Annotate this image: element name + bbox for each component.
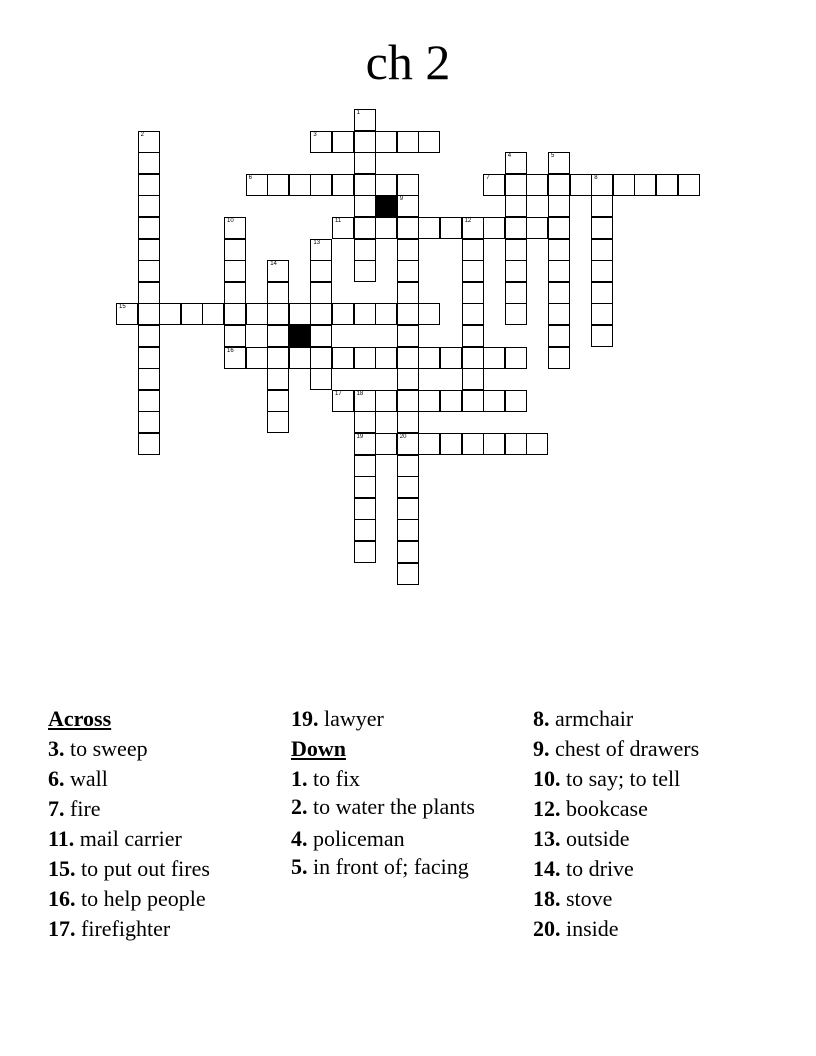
grid-cell[interactable] bbox=[483, 433, 505, 455]
grid-cell[interactable] bbox=[397, 217, 419, 239]
grid-cell[interactable] bbox=[354, 174, 376, 196]
black-square bbox=[289, 325, 311, 347]
grid-cell[interactable] bbox=[418, 433, 440, 455]
grid-cell[interactable] bbox=[526, 174, 548, 196]
grid-cell[interactable] bbox=[591, 174, 613, 196]
grid-cell[interactable] bbox=[440, 433, 462, 455]
clue-number: 8 bbox=[594, 174, 598, 181]
grid-cell[interactable] bbox=[462, 347, 484, 369]
grid-cell[interactable] bbox=[138, 217, 160, 239]
grid-cell[interactable] bbox=[505, 282, 527, 304]
grid-cell[interactable] bbox=[505, 303, 527, 325]
grid-cell[interactable] bbox=[462, 433, 484, 455]
grid-cell[interactable] bbox=[462, 325, 484, 347]
grid-cell[interactable] bbox=[505, 174, 527, 196]
grid-cell[interactable] bbox=[440, 390, 462, 412]
grid-cell[interactable] bbox=[418, 217, 440, 239]
clue-number: 17 bbox=[335, 390, 342, 397]
grid-cell[interactable] bbox=[354, 260, 376, 282]
grid-cell[interactable] bbox=[224, 239, 246, 261]
grid-cell[interactable] bbox=[505, 195, 527, 217]
clue-down-13: 13. outside bbox=[533, 826, 630, 851]
grid-cell[interactable] bbox=[375, 390, 397, 412]
grid-cell[interactable] bbox=[591, 260, 613, 282]
grid-cell[interactable] bbox=[505, 152, 527, 174]
clue-number: 7 bbox=[486, 174, 490, 181]
grid-cell[interactable] bbox=[159, 303, 181, 325]
grid-cell[interactable] bbox=[138, 368, 160, 390]
grid-cell[interactable] bbox=[462, 239, 484, 261]
grid-cell[interactable] bbox=[332, 131, 354, 153]
clue-down-18: 18. stove bbox=[533, 886, 613, 911]
grid-cell[interactable] bbox=[505, 260, 527, 282]
grid-cell[interactable] bbox=[397, 174, 419, 196]
grid-cell[interactable] bbox=[267, 260, 289, 282]
grid-cell[interactable] bbox=[418, 347, 440, 369]
grid-cell[interactable] bbox=[138, 303, 160, 325]
grid-cell[interactable] bbox=[310, 325, 332, 347]
grid-cell[interactable] bbox=[138, 260, 160, 282]
grid-cell[interactable] bbox=[267, 303, 289, 325]
grid-cell[interactable] bbox=[397, 282, 419, 304]
grid-cell[interactable] bbox=[354, 411, 376, 433]
grid-cell[interactable] bbox=[332, 347, 354, 369]
grid-cell[interactable] bbox=[397, 303, 419, 325]
grid-cell[interactable] bbox=[310, 347, 332, 369]
clue-number: 10 bbox=[227, 218, 234, 224]
grid-cell[interactable] bbox=[505, 390, 527, 412]
grid-cell[interactable] bbox=[138, 174, 160, 196]
clue-across-11: 11. mail carrier bbox=[48, 826, 182, 851]
grid-cell[interactable] bbox=[267, 174, 289, 196]
grid-cell[interactable] bbox=[483, 217, 505, 239]
grid-cell[interactable] bbox=[332, 217, 354, 239]
grid-cell[interactable] bbox=[462, 282, 484, 304]
grid-cell[interactable] bbox=[613, 174, 635, 196]
grid-cell[interactable] bbox=[354, 498, 376, 520]
grid-cell[interactable] bbox=[418, 390, 440, 412]
grid-cell[interactable] bbox=[634, 174, 656, 196]
grid-cell[interactable] bbox=[548, 152, 570, 174]
grid-cell[interactable] bbox=[397, 476, 419, 498]
grid-cell[interactable] bbox=[224, 217, 246, 239]
grid-cell[interactable] bbox=[375, 174, 397, 196]
grid-cell[interactable] bbox=[397, 260, 419, 282]
grid-cell[interactable] bbox=[138, 131, 160, 153]
clue-down-14: 14. to drive bbox=[533, 856, 634, 881]
puzzle-title: ch 2 bbox=[365, 34, 451, 90]
clue-number: 15 bbox=[119, 304, 126, 311]
grid-cell[interactable] bbox=[138, 195, 160, 217]
clue-number: 19 bbox=[356, 434, 364, 440]
grid-cell[interactable] bbox=[354, 433, 376, 455]
grid-cell[interactable] bbox=[505, 433, 527, 455]
grid-cell[interactable] bbox=[354, 347, 376, 369]
grid-cell[interactable] bbox=[224, 260, 246, 282]
grid-cell[interactable] bbox=[354, 195, 376, 217]
grid-cell[interactable] bbox=[570, 174, 592, 196]
grid-cell[interactable] bbox=[138, 347, 160, 369]
grid-cell[interactable] bbox=[354, 131, 376, 153]
black-square bbox=[375, 195, 397, 217]
grid-cell[interactable] bbox=[397, 563, 419, 585]
grid-cell[interactable] bbox=[397, 455, 419, 477]
grid-cell[interactable] bbox=[354, 390, 376, 412]
clue-down-2: 2. to water the plants bbox=[291, 794, 475, 819]
grid-cell[interactable] bbox=[354, 239, 376, 261]
clue-number: 2 bbox=[140, 131, 144, 138]
grid-cell[interactable] bbox=[548, 217, 570, 239]
clue-number: 13 bbox=[313, 239, 321, 246]
clue-number: 9 bbox=[399, 196, 404, 203]
clue-number: 1 bbox=[356, 110, 360, 116]
grid-cell[interactable] bbox=[289, 303, 311, 325]
clue-down-1: 1. to fix bbox=[291, 766, 361, 791]
grid-cell[interactable] bbox=[548, 260, 570, 282]
clue-number: 18 bbox=[356, 390, 364, 397]
grid-cell[interactable] bbox=[332, 390, 354, 412]
grid-cell[interactable] bbox=[483, 390, 505, 412]
grid-cell[interactable] bbox=[138, 239, 160, 261]
grid-cell[interactable] bbox=[224, 282, 246, 304]
grid-cell[interactable] bbox=[116, 303, 138, 325]
clue-down-20: 20. inside bbox=[533, 916, 619, 941]
grid-cell[interactable] bbox=[397, 239, 419, 261]
clue-number: 5 bbox=[551, 153, 555, 160]
clue-number: 20 bbox=[399, 434, 407, 440]
clue-down-9: 9. chest of drawers bbox=[533, 736, 700, 761]
grid-cell[interactable] bbox=[310, 131, 332, 153]
clue-across-3: 3. to sweep bbox=[48, 736, 148, 761]
grid-cell[interactable] bbox=[267, 368, 289, 390]
grid-cell[interactable] bbox=[138, 152, 160, 174]
grid-cell[interactable] bbox=[246, 303, 268, 325]
grid-cell[interactable] bbox=[505, 239, 527, 261]
grid-cell[interactable] bbox=[375, 303, 397, 325]
grid-cell[interactable] bbox=[462, 368, 484, 390]
grid-cell[interactable] bbox=[548, 347, 570, 369]
grid-cell[interactable] bbox=[591, 303, 613, 325]
grid-cell[interactable] bbox=[397, 541, 419, 563]
grid-cell[interactable] bbox=[138, 325, 160, 347]
grid-cell[interactable] bbox=[354, 476, 376, 498]
grid-cell[interactable] bbox=[505, 217, 527, 239]
grid-cell[interactable] bbox=[224, 303, 246, 325]
grid-cell[interactable] bbox=[289, 174, 311, 196]
grid-cell[interactable] bbox=[548, 174, 570, 196]
grid-cell[interactable] bbox=[548, 282, 570, 304]
grid-cell[interactable] bbox=[267, 325, 289, 347]
grid-cell[interactable] bbox=[548, 303, 570, 325]
grid-cell[interactable] bbox=[397, 411, 419, 433]
grid-cell[interactable] bbox=[505, 347, 527, 369]
grid-cell[interactable] bbox=[310, 368, 332, 390]
grid-cell[interactable] bbox=[181, 303, 203, 325]
grid-cell[interactable] bbox=[397, 131, 419, 153]
grid-cell[interactable] bbox=[354, 109, 376, 131]
clues-column-2 bbox=[291, 704, 521, 884]
grid-cell[interactable] bbox=[310, 239, 332, 261]
clue-number: 16 bbox=[227, 347, 234, 354]
grid-cell[interactable] bbox=[397, 325, 419, 347]
grid-cell[interactable] bbox=[462, 303, 484, 325]
grid-cell[interactable] bbox=[462, 390, 484, 412]
grid-cell[interactable] bbox=[548, 195, 570, 217]
grid-cell[interactable] bbox=[397, 519, 419, 541]
grid-cell[interactable] bbox=[267, 411, 289, 433]
clue-number: 4 bbox=[507, 153, 512, 160]
grid-cell[interactable] bbox=[354, 217, 376, 239]
grid-cell[interactable] bbox=[354, 519, 376, 541]
grid-cell[interactable] bbox=[483, 347, 505, 369]
grid-cell[interactable] bbox=[267, 347, 289, 369]
grid-cell[interactable] bbox=[591, 195, 613, 217]
grid-cell[interactable] bbox=[138, 390, 160, 412]
grid-cell[interactable] bbox=[591, 239, 613, 261]
grid-cell[interactable] bbox=[375, 433, 397, 455]
clue-number: 6 bbox=[248, 174, 252, 181]
grid-cell[interactable] bbox=[224, 325, 246, 347]
clue-down-10: 10. to say; to tell bbox=[533, 766, 681, 791]
grid-cell[interactable] bbox=[354, 455, 376, 477]
grid-cell[interactable] bbox=[591, 325, 613, 347]
clue-across-7: 7. fire bbox=[48, 796, 101, 821]
grid-cell[interactable] bbox=[138, 411, 160, 433]
grid-cell[interactable] bbox=[418, 131, 440, 153]
grid-cell[interactable] bbox=[310, 282, 332, 304]
grid-cell[interactable] bbox=[310, 260, 332, 282]
grid-cell[interactable] bbox=[267, 282, 289, 304]
grid-cell[interactable] bbox=[462, 217, 484, 239]
down-header: Down bbox=[291, 736, 347, 761]
clue-down-12: 12. bookcase bbox=[533, 796, 648, 821]
grid-cell[interactable] bbox=[418, 303, 440, 325]
grid-cell[interactable] bbox=[375, 217, 397, 239]
grid-cell[interactable] bbox=[267, 390, 289, 412]
grid-cell[interactable] bbox=[354, 303, 376, 325]
grid-cell[interactable] bbox=[526, 433, 548, 455]
clue-number: 3 bbox=[313, 131, 317, 138]
grid-cell[interactable] bbox=[138, 282, 160, 304]
grid-cell[interactable] bbox=[246, 347, 268, 369]
clue-down-5: 5. in front of; facing bbox=[291, 854, 469, 879]
grid-cell[interactable] bbox=[397, 347, 419, 369]
clue-down-8: 8. armchair bbox=[533, 706, 634, 731]
clue-number: 11 bbox=[335, 218, 342, 224]
grid-cell[interactable] bbox=[591, 217, 613, 239]
grid-cell[interactable] bbox=[246, 174, 268, 196]
clue-across-19: 19. lawyer bbox=[291, 706, 384, 731]
grid-cell[interactable] bbox=[138, 433, 160, 455]
clue-across-17: 17. firefighter bbox=[48, 916, 171, 941]
grid-cell[interactable] bbox=[397, 498, 419, 520]
grid-cell[interactable] bbox=[591, 282, 613, 304]
grid-cell[interactable] bbox=[289, 347, 311, 369]
clue-down-4: 4. policeman bbox=[291, 826, 405, 851]
grid-cell[interactable] bbox=[310, 303, 332, 325]
grid-cell[interactable] bbox=[354, 152, 376, 174]
clue-across-16: 16. to help people bbox=[48, 886, 206, 911]
grid-cell[interactable] bbox=[375, 347, 397, 369]
grid-cell[interactable] bbox=[354, 541, 376, 563]
grid-cell[interactable] bbox=[397, 368, 419, 390]
clues-column-1 bbox=[48, 704, 278, 944]
grid-cell[interactable] bbox=[397, 195, 419, 217]
clues-column-3 bbox=[533, 704, 773, 944]
grid-cell[interactable] bbox=[397, 433, 419, 455]
grid-cell[interactable] bbox=[462, 260, 484, 282]
clue-across-6: 6. wall bbox=[48, 766, 108, 791]
grid-cell[interactable] bbox=[483, 174, 505, 196]
across-header: Across bbox=[48, 706, 112, 731]
grid-cell[interactable] bbox=[224, 347, 246, 369]
grid-cell[interactable] bbox=[440, 217, 462, 239]
grid-cell[interactable] bbox=[397, 390, 419, 412]
clue-number: 14 bbox=[270, 261, 277, 268]
grid-cell[interactable] bbox=[440, 347, 462, 369]
grid-cell[interactable] bbox=[310, 174, 332, 196]
grid-cell[interactable] bbox=[548, 325, 570, 347]
grid-cell[interactable] bbox=[202, 303, 224, 325]
grid-cell[interactable] bbox=[332, 303, 354, 325]
grid-cell[interactable] bbox=[678, 174, 700, 196]
grid-cell[interactable] bbox=[375, 131, 397, 153]
grid-cell[interactable] bbox=[548, 239, 570, 261]
grid-cell[interactable] bbox=[332, 174, 354, 196]
grid-cell[interactable] bbox=[656, 174, 678, 196]
grid-cell[interactable] bbox=[526, 217, 548, 239]
clue-across-15: 15. to put out fires bbox=[48, 856, 210, 881]
clue-number: 12 bbox=[464, 218, 472, 224]
